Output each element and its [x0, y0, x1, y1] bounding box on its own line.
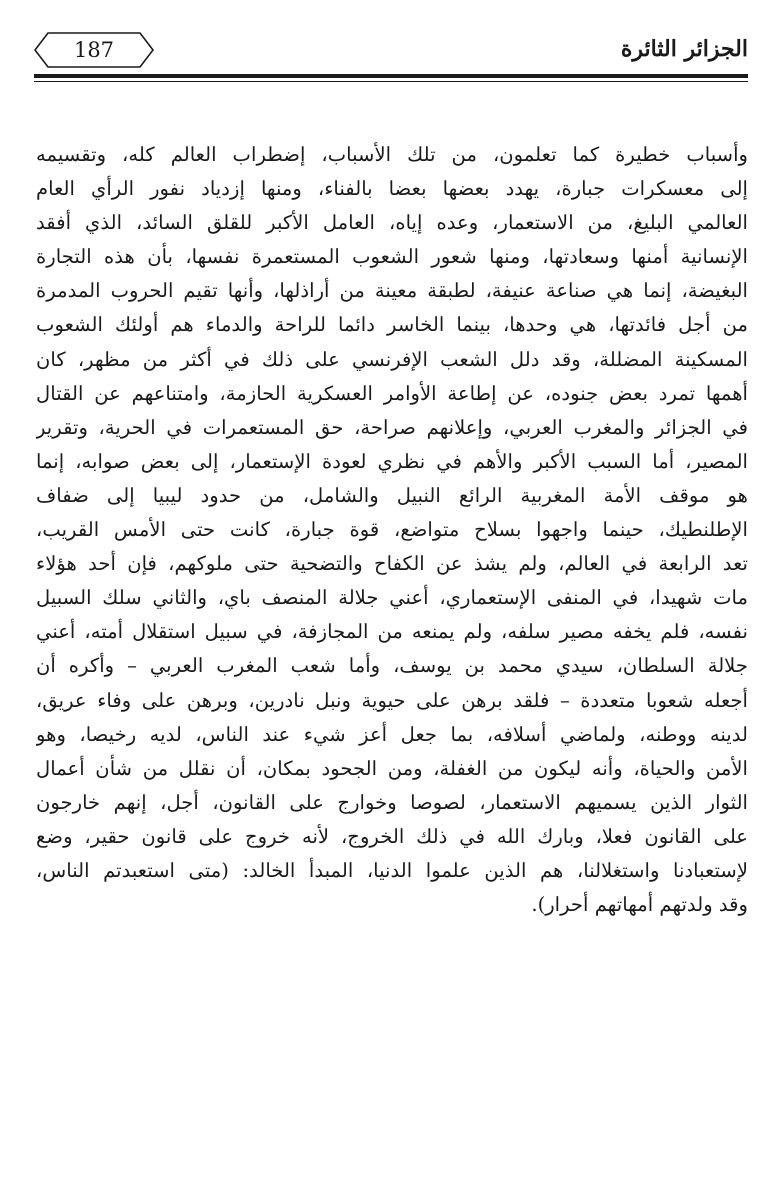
running-title: الجزائر الثائرة	[620, 36, 748, 62]
text-line: الإطلنطيك، حينما واجهوا بسلاح متواضع، قوة جبارة، كانت حتى الأمس القريب،	[36, 518, 748, 542]
text-line: هو موقف الأمة المغربية الرائع النبيل والشامل، من حدود ليبيا إلى ضفاف	[36, 483, 748, 507]
text-line: من أجل فائدتها، هي وحدها، بينما الخاسر دائما للراحة والدماء هم أولئك الشعوب	[36, 313, 748, 337]
text-line: على القانون فعلا، وبارك الله في ذلك الخروج، لأنه خروج على قانون حقير، وضع	[36, 824, 748, 848]
text-line: الثوار الذين يسميهم الاستعمار، لصوصا وخوارج على القانون، أجل، إنهم خارجون	[36, 790, 748, 814]
text-line: المسكينة المضللة، وقد دلل الشعب الإفرنسي على ذلك في أكثر من مظهر، كان	[36, 347, 748, 371]
text-line: إلى معسكرات جبارة، يهدد بعضها بعضا بالفناء، ومنها إزدياد نفور الرأي العام	[36, 177, 748, 201]
text-line: لإستعبادنا واستغلالنا، هم الذين علموا الدنيا، المبدأ الخالد: (متى استعبدتم الناس،	[36, 858, 748, 882]
text-line: البغيضة، إنما هي صناعة عنيفة، لطبقة معينة من أراذلها، وأنها تقيم الحروب المدمرة	[36, 279, 748, 303]
page-number: 187	[73, 38, 115, 62]
body-text	[36, 138, 748, 922]
text-line: وقد ولدتهم أمهاتهم أحرار).	[531, 893, 748, 917]
text-line: مات شهيدا، في المنفى الإستعماري، أعني جلالة المنصف باي، والثاني سلك السبيل	[36, 586, 748, 610]
header-rule-thin	[34, 81, 748, 82]
page-number-frame	[34, 32, 154, 68]
text-line: المصير، أما السبب الأكبر والأهم في نظري لعودة الإستعمار، إلى بعض صوابه، إنما	[36, 449, 748, 473]
text-line: أجعله شعوبا متعددة – فلقد برهن على حيوية ونبل نادرين، وبرهن على وفاء عريق،	[36, 688, 748, 712]
text-line: نفسه، فلم يخفه مصير سلفه، ولم يمنعه من المجازفة، في سبيل استقلال أمته، أعني	[36, 620, 748, 644]
text-line: تعد الرابعة في العالم، ولم يشذ عن الكفاح والتضحية حتى ملوكهم، فإن أحد هؤلاء	[36, 552, 748, 576]
text-line: الإنسانية أمنها وسعادتها، ومنها شعور الشعوب المستعمرة نفسها، بأن هذه التجارة	[36, 245, 748, 269]
text-line: وأسباب خطيرة كما تعلمون، من تلك الأسباب، إضطراب العالم كله، وتقسيمه	[36, 143, 748, 166]
text-line: في الجزائر والمغرب العربي، وإعلانهم صراحة، حق المستعمرات في الحرية، وتقرير	[36, 415, 748, 439]
text-line: أهمها تمرد بعض جنوده، عن إطاعة الأوامر العسكرية الحازمة، وامتناعهم عن القتال	[36, 381, 748, 405]
text-line: لدينه ووطنه، ولماضي أسلافه، بما جعل أعز شيء عند الناس، لديه رخيصا، وهو	[36, 722, 748, 746]
text-line: الأمن والحياة، وأنه ليكون من الغفلة، ومن الجحود بمكان، أن نقلل من شأن أعمال	[36, 756, 748, 780]
header-rule-thick	[34, 74, 748, 78]
text-line: العالمي البليغ، من الاستعمار، وعده إياه، العامل الأكبر للقلق السائد، الذي أفقد	[36, 211, 748, 235]
page-header	[34, 30, 748, 74]
text-line: جلالة السلطان، سيدي محمد بن يوسف، وأما شعب المغرب العربي – وأكره أن	[36, 654, 748, 678]
